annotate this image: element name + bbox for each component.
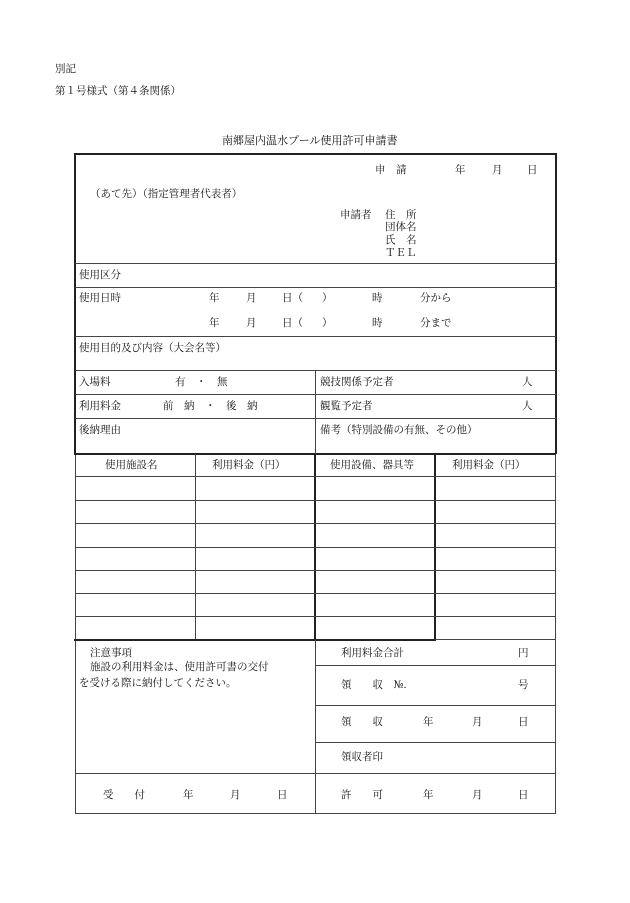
from-hour: 時 bbox=[372, 292, 383, 304]
receipt-number-label: 領 収 №. bbox=[341, 679, 407, 691]
usage-category-label: 使用区分 bbox=[79, 269, 121, 281]
reception-year: 年 bbox=[183, 789, 194, 801]
permission-year: 年 bbox=[423, 789, 434, 801]
addressee-label: （あて先）（指定管理者代表者） bbox=[90, 188, 243, 200]
facility-name-header: 使用施設名 bbox=[105, 459, 158, 471]
receiver-seal-label: 領収者印 bbox=[341, 751, 383, 763]
form-number: 第１号様式（第４条関係） bbox=[55, 85, 181, 97]
tel-label: ＴＥＬ bbox=[385, 247, 417, 259]
address-label: 住 所 bbox=[385, 209, 417, 221]
usage-fee-label: 利用料金 bbox=[79, 400, 121, 412]
application-label: 申 請 bbox=[375, 164, 407, 176]
total-fee-unit: 円 bbox=[518, 647, 529, 659]
entry-fee-options: 有 ・ 無 bbox=[175, 376, 228, 388]
notes-line-2: を受ける際に納付してください。 bbox=[79, 677, 237, 689]
to-year: 年 bbox=[209, 317, 220, 329]
usage-datetime-label: 使用日時 bbox=[79, 292, 121, 304]
permission-label: 許 可 bbox=[341, 789, 383, 801]
application-day: 日 bbox=[527, 164, 538, 176]
form-title: 南郷屋内温水プール使用許可申請書 bbox=[222, 134, 398, 147]
permission-day: 日 bbox=[518, 789, 529, 801]
receipt-date-label: 領 収 bbox=[341, 716, 383, 728]
to-day: 日（ bbox=[282, 317, 303, 329]
from-minute: 分から bbox=[420, 292, 452, 304]
equipment-header: 使用設備、器具等 bbox=[330, 459, 414, 471]
from-close-paren: ） bbox=[322, 292, 333, 304]
from-year: 年 bbox=[209, 292, 220, 304]
usage-fee-options: 前 納 ・ 後 納 bbox=[163, 400, 258, 412]
facility-fee-header: 利用料金（円） bbox=[212, 459, 286, 471]
total-fee-label: 利用料金合計 bbox=[341, 647, 404, 659]
betsuki-label: 別記 bbox=[55, 63, 76, 75]
receipt-month: 月 bbox=[472, 716, 483, 728]
application-year: 年 bbox=[455, 164, 466, 176]
spectators-unit: 人 bbox=[522, 400, 533, 412]
notes-line-1: 施設の利用料金は、使用許可書の交付 bbox=[90, 661, 269, 673]
receipt-day: 日 bbox=[518, 716, 529, 728]
remarks-label: 備考（特別設備の有無、その他） bbox=[320, 424, 478, 436]
competitors-label: 競技関係予定者 bbox=[320, 376, 394, 388]
to-minute: 分まで bbox=[420, 317, 452, 329]
competitors-unit: 人 bbox=[522, 376, 533, 388]
person-name-label: 氏 名 bbox=[385, 234, 417, 246]
reception-month: 月 bbox=[230, 789, 241, 801]
applicant-label: 申請者 bbox=[340, 209, 372, 221]
late-payment-reason-label: 後納理由 bbox=[79, 424, 121, 436]
from-month: 月 bbox=[246, 292, 257, 304]
spectators-label: 観覧予定者 bbox=[320, 400, 373, 412]
to-close-paren: ） bbox=[322, 317, 333, 329]
group-name-label: 団体名 bbox=[385, 221, 417, 233]
equipment-fee-header: 利用料金（円） bbox=[452, 459, 526, 471]
reception-label: 受 付 bbox=[103, 789, 145, 801]
purpose-label: 使用目的及び内容（大会名等） bbox=[79, 342, 226, 354]
to-hour: 時 bbox=[372, 317, 383, 329]
from-day: 日（ bbox=[282, 292, 303, 304]
receipt-number-unit: 号 bbox=[518, 679, 529, 691]
entry-fee-label: 入場料 bbox=[79, 376, 111, 388]
permission-month: 月 bbox=[472, 789, 483, 801]
application-month: 月 bbox=[492, 164, 503, 176]
to-month: 月 bbox=[246, 317, 257, 329]
receipt-year: 年 bbox=[423, 716, 434, 728]
notes-title: 注意事項 bbox=[90, 647, 132, 659]
reception-day: 日 bbox=[277, 789, 288, 801]
